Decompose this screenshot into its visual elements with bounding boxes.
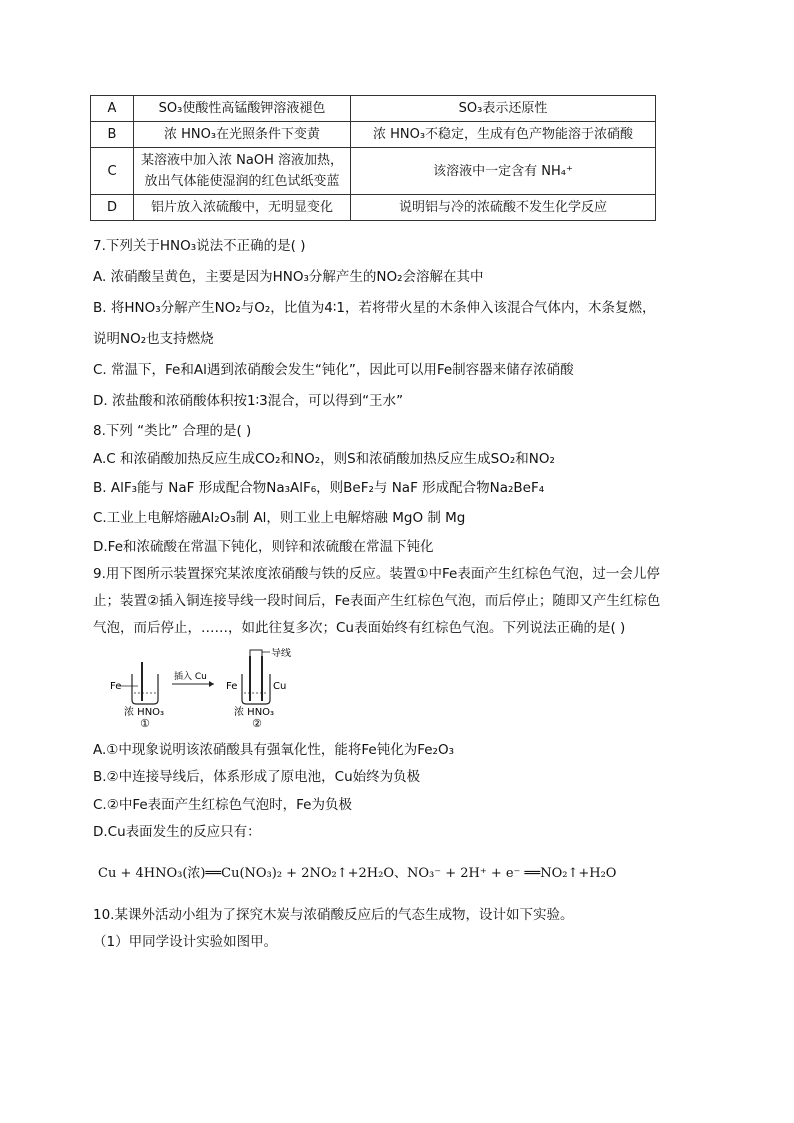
table-row [91,148,656,195]
apparatus-number-1: ① [140,717,150,728]
phenomenon-cell: SO₃使酸性高锰酸钾溶液褪色 [134,96,351,122]
apparatus-number-2: ② [252,717,262,728]
row-key: B [91,122,134,148]
q9-option-d: D.Cu表面发生的反应只有： [93,824,261,840]
q8-option-a: A.C 和浓硝酸加热反应生成CO₂和NO₂，则S和浓硝酸加热反应生成SO₂和NO₂ [93,451,555,467]
q8-option-d: D.Fe和浓硫酸在常温下钝化，则锌和浓硫酸在常温下钝化 [93,539,434,555]
row-key: A [91,96,134,122]
phenomenon-line: 放出气体能使湿润的红色试纸变蓝 [144,174,340,189]
acid-label-1: 浓 HNO₃ [124,707,165,718]
phenomenon-line: 某溶液中加入浓 NaOH 溶液加热， [141,153,343,168]
q9-option-b: B.②中连接导线后，体系形成了原电池，Cu始终为负极 [93,769,421,785]
q7-option-a: A. 浓硝酸呈黄色，主要是因为HNO₃分解产生的NO₂会溶解在其中 [93,269,484,285]
row-key: C [91,148,134,195]
q9-stem-line3: 气泡，而后停止，……，如此往复多次；Cu表面始终有红棕色气泡。下列说法正确的是( ) [93,620,626,636]
options-table [90,95,656,221]
q7-option-c: C. 常温下，Fe和Al遇到浓硝酸会发生“钝化”，因此可以用Fe制容器来储存浓硝酸 [93,362,574,378]
phenomenon-cell: 浓 HNO₃在光照条件下变黄 [134,122,351,148]
conclusion-cell: 该溶液中一定含有 NH₄⁺ [351,148,656,195]
cu-reaction-equation: Cu + 4HNO₃(浓)══Cu(NO₃)₂ + 2NO₂↑+2H₂O、NO₃⁻ + 2H⁺ + e⁻ ══NO₂↑+H₂O [98,866,617,881]
conclusion-cell: 浓 HNO₃不稳定，生成有色产物能溶于浓硝酸 [351,122,656,148]
row-key: D [91,195,134,221]
wire-label: 导线 [271,648,291,659]
q8-option-c: C.工业上电解熔融Al₂O₃制 Al，则工业上电解熔融 MgO 制 Mg [93,510,466,526]
q7-option-d: D. 浓盐酸和浓硝酸体积按1∶3混合，可以得到“王水” [93,393,404,409]
q7-stem: 7.下列关于HNO₃说法不正确的是( ) [93,238,306,254]
arrow-head [209,681,214,687]
q9-stem-line2: 止；装置②插入铜连接导线一段时间后，Fe表面产生红棕色气泡，而后停止；随即又产生红棕色 [93,593,661,609]
q10-subquestion-1: （1）甲同学设计实验如图甲。 [93,934,278,950]
acid-label-2: 浓 HNO₃ [234,707,275,718]
phenomenon-cell [134,148,351,195]
q8-stem: 8.下列 “类比” 合理的是( ) [93,423,252,439]
table-row [91,96,656,122]
cu-label: Cu [273,681,287,692]
beaker-2 [242,674,270,704]
q9-option-a: A.①中现象说明该浓硝酸具有强氧化性，能将Fe钝化为Fe₂O₃ [93,742,455,758]
conclusion-cell: 说明铝与冷的浓硫酸不发生化学反应 [351,195,656,221]
table-row [91,122,656,148]
fe-label-2: Fe [226,681,238,692]
q7-option-b-cont: 说明NO₂也支持燃烧 [93,331,214,347]
insert-cu-label: 插入 Cu [174,672,207,682]
beaker-1 [132,674,158,704]
phenomenon-cell: 铝片放入浓硫酸中，无明显变化 [134,195,351,221]
q10-stem: 10.某课外活动小组为了探究木炭与浓硝酸反应后的气态生成物，设计如下实验。 [93,907,574,923]
q8-option-b: B. AlF₃能与 NaF 形成配合物Na₃AlF₆，则BeF₂与 NaF 形成配合物Na₂BeF₄ [93,480,545,496]
fe-label-1: Fe [110,681,122,692]
table-row [91,195,656,221]
q9-stem-line1: 9.用下图所示装置探究某浓度浓硝酸与铁的反应。装置①中Fe表面产生红棕色气泡，过一会儿停 [93,566,660,582]
conclusion-cell: SO₃表示还原性 [351,96,656,122]
fe-hno3-apparatus-diagram [110,648,310,728]
connecting-wire [250,650,262,656]
q7-option-b: B. 将HNO₃分解产生NO₂与O₂，比值为4∶1，若将带火星的木条伸入该混合气体内，木条复燃， [93,300,656,316]
q9-option-c: C.②中Fe表面产生红棕色气泡时，Fe为负极 [93,797,352,813]
